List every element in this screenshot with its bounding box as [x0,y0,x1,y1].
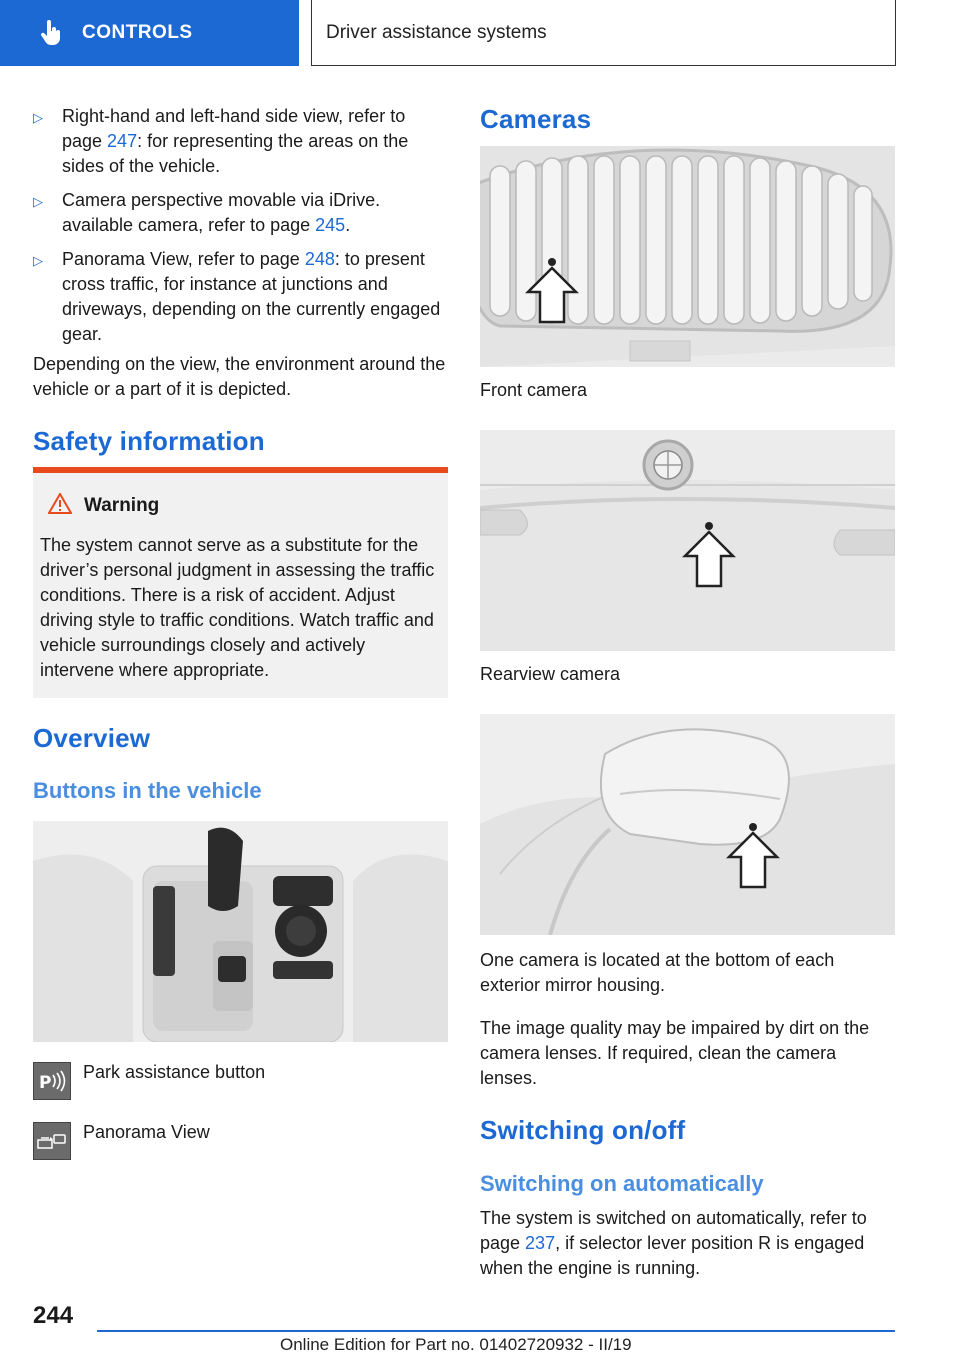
svg-text:P: P [39,1073,52,1092]
legend-row-park-assist [33,1062,265,1100]
safety-heading: Safety information [33,426,265,456]
switching-on-subheading: Switching on automatically [480,1171,764,1196]
page-header [0,0,960,66]
front-camera-caption: Front camera [480,380,588,400]
hand-pointer-icon [38,20,64,46]
warning-title: Warning [84,495,160,516]
chapter-tab[interactable] [0,0,299,66]
warning-triangle-icon [48,493,72,519]
park-assist-icon [33,1062,71,1100]
triangle-bullet-icon: ▷ [33,110,43,125]
warning-box [33,467,448,698]
image-quality-text: The image quality may be impaired by dirt on the camera lenses. If required, clean the camera lenses. [480,1018,870,1088]
center-console-image [33,821,448,1042]
triangle-bullet-icon: ▷ [33,194,43,209]
mirror-camera-text: One camera is located at the bottom of each exterior mirror housing. [480,950,835,995]
front-camera-image [480,146,895,367]
list-item: ▷ Right-hand and left-hand side view, refer to page 247: for representing the areas on the sides of the vehicle. [33,104,448,179]
edition-footer: Online Edition for Part no. 01402720932 - II/19 [280,1335,632,1354]
page-link[interactable]: 248 [304,249,335,269]
warning-text: The system cannot serve as a substitute for the driver’s personal judgment in assessing the traffic conditions. There is a risk of accident. Adjust driving style to traffic conditions. Watch traffic and vehicle surroundings closely and actively intervene where appropriate. [40,535,435,680]
mirror-camera-image [480,714,895,935]
legend-row-panorama [33,1122,210,1160]
switching-heading: Switching on/off [480,1115,686,1145]
list-item: ▷ Camera perspective movable via iDrive. available camera, refer to page 245. [33,188,448,238]
panorama-view-icon [33,1122,71,1160]
footer-divider [97,1330,895,1332]
page-link[interactable]: 245 [315,215,346,235]
section-title: Driver assistance systems [311,0,896,66]
rear-camera-caption: Rearview camera [480,664,621,684]
buttons-subheading: Buttons in the vehicle [33,778,262,803]
page-number: 244 [33,1302,74,1329]
legend-label: Panorama View [83,1122,210,1142]
rear-camera-image [480,430,895,651]
page-link[interactable]: 247 [107,131,138,151]
page-link[interactable]: 237 [525,1233,556,1253]
triangle-bullet-icon: ▷ [33,253,43,268]
overview-heading: Overview [33,723,151,753]
legend-label: Park assistance button [83,1062,266,1082]
switching-on-text: The system is switched on automatically, refer to page 237, if selector lever position R is engaged when the engine is running. [480,1208,867,1278]
view-bullet-list [33,104,448,356]
chapter-label: CONTROLS [82,22,193,43]
list-item: ▷ Panorama View, refer to page 248: to present cross traffic, for instance at junctions and driveways, depending on the currently engaged gear. [33,247,448,347]
intro-paragraph: Depending on the view, the environment around the vehicle or a part of it is depicted. [33,354,446,399]
cameras-heading: Cameras [480,104,592,134]
